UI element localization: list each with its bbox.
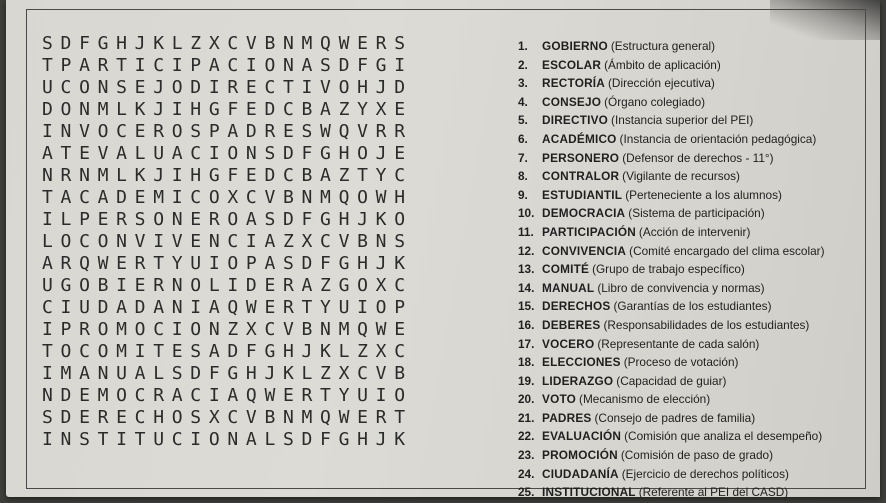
clue-item xyxy=(518,111,878,130)
clue-description: (Comisión que analiza el desempeño) xyxy=(624,429,823,444)
clue-word: PARTICIPACIÓN xyxy=(542,224,636,239)
clue-description: (Perteneciente a los alumnos) xyxy=(625,187,782,202)
clue-word: INSTITUCIONAL xyxy=(542,485,636,500)
grid-row: IMANUALSDFGHJKLZXCVB xyxy=(42,363,413,384)
clue-number: 9. xyxy=(518,187,528,202)
clue-item xyxy=(518,390,878,409)
clue-item xyxy=(518,56,878,75)
clue-word: PROMOCIÓN xyxy=(542,448,618,463)
clue-item xyxy=(518,93,878,112)
clue-number: 20. xyxy=(518,392,535,407)
clue-description: (Referente al PEI del CASD) xyxy=(638,485,789,500)
clue-word: GOBIERNO xyxy=(542,39,608,53)
clue-description: (Comité encargado del clima escolar) xyxy=(629,243,825,258)
clue-item xyxy=(518,37,878,56)
clue-item xyxy=(518,446,878,465)
clue-item xyxy=(518,335,878,354)
clue-description: (Dirección ejecutiva) xyxy=(608,76,715,91)
clue-word: DEMOCRACIA xyxy=(542,206,626,221)
clue-number: 8. xyxy=(518,169,528,184)
grid-row: NRNMLKJIHGFEDCBAZTYC xyxy=(42,165,413,186)
clue-item xyxy=(518,465,878,484)
clue-word: PADRES xyxy=(542,410,592,425)
clue-word: CONSEJO xyxy=(542,94,602,109)
clue-description: (Ejercicio de derechos políticos) xyxy=(621,466,789,481)
clue-number: 6. xyxy=(518,131,528,146)
clue-word: DIRECTIVO xyxy=(542,113,609,128)
clue-description: (Sistema de participación) xyxy=(628,206,765,221)
clue-description: (Vigilante de recursos) xyxy=(622,169,740,184)
clue-word: CIUDADANÍA xyxy=(542,466,619,481)
clue-item xyxy=(518,297,878,316)
clue-number: 17. xyxy=(518,336,535,351)
clue-item xyxy=(518,353,878,372)
clue-number: 19. xyxy=(518,373,535,388)
clue-number: 13. xyxy=(518,262,535,277)
clue-word: PERSONERO xyxy=(542,150,620,165)
clue-number: 11. xyxy=(518,224,534,239)
clue-word: ESTUDIANTIL xyxy=(542,187,623,202)
worksheet-page xyxy=(6,0,880,500)
clue-number: 16. xyxy=(518,317,535,332)
clue-description: (Comisión de paso de grado) xyxy=(620,448,773,463)
clue-word: VOTO xyxy=(542,392,577,407)
grid-row: TACADEMICOXCVBNMQOWH xyxy=(42,187,413,208)
clue-number: 22. xyxy=(518,429,535,444)
grid-row: SDFGHJKLZXCVBNMQWERS xyxy=(42,33,413,54)
clue-description: (Garantías de los estudiantes) xyxy=(613,299,772,314)
clue-word: CONTRALOR xyxy=(542,169,620,184)
clue-number: 12. xyxy=(518,243,535,258)
clue-description: (Instancia de orientación pedagógica) xyxy=(619,131,817,146)
clue-number: 7. xyxy=(518,150,528,165)
clue-item xyxy=(518,74,878,93)
clue-item xyxy=(518,167,878,186)
grid-row: INVOCEROSPADRESWQVRR xyxy=(42,121,413,142)
clue-word: EVALUACIÓN xyxy=(542,429,622,444)
clue-item xyxy=(518,260,878,279)
clue-item xyxy=(518,372,878,391)
clue-item xyxy=(518,483,878,502)
grid-row: CIUDADANIAQWERTYUIOP xyxy=(42,297,413,318)
clue-description: (Proceso de votación) xyxy=(623,355,739,370)
clue-item xyxy=(518,149,878,168)
clue-item xyxy=(518,186,878,205)
clue-list xyxy=(518,37,878,502)
clue-word: ELECCIONES xyxy=(542,355,621,370)
grid-row: LOCONVIVENCIAZXCVBNS xyxy=(42,231,413,252)
grid-row: SDERECHOSXCVBNMQWERT xyxy=(42,407,413,428)
clue-item xyxy=(518,204,878,223)
grid-row: IPROMOCIONZXCVBNMQWE xyxy=(42,319,413,340)
grid-row: DONMLKJIHGFEDCBAZYXE xyxy=(42,99,413,120)
clue-number: 23. xyxy=(518,448,535,463)
grid-row: INSTITUCIONALSDFGHJK xyxy=(42,429,413,450)
clue-description: (Órgano colegiado) xyxy=(604,94,706,109)
grid-row: ARQWERTYUIOPASDFGHJK xyxy=(42,253,413,274)
clue-description: (Acción de intervenir) xyxy=(638,224,751,239)
clue-description: (Mecanismo de elección) xyxy=(579,392,711,407)
clue-description: (Instancia superior del PEI) xyxy=(611,113,754,128)
clue-word: RECTORÍA xyxy=(542,76,605,91)
clue-number: 14. xyxy=(518,280,535,295)
grid-row: UGOBIERNOLIDERAZGOXC xyxy=(42,275,413,296)
clue-description: (Defensor de derechos - 11°) xyxy=(622,150,774,165)
grid-row: UCONSEJODIRECTIVOHJD xyxy=(42,77,413,98)
clue-word: DEBERES xyxy=(542,317,601,332)
clue-item xyxy=(518,427,878,446)
clue-word: COMITÉ xyxy=(542,262,590,277)
clue-number: 21. xyxy=(518,410,535,425)
word-search-grid xyxy=(42,33,514,451)
grid-row: TOCOMITESADFGHJKLZXC xyxy=(42,341,413,362)
clue-word: DERECHOS xyxy=(542,299,611,314)
clue-number: 1. xyxy=(518,39,528,53)
clue-number: 2. xyxy=(518,57,528,72)
clue-item xyxy=(518,316,878,335)
clue-item xyxy=(518,409,878,428)
clue-description: (Capacidad de guiar) xyxy=(616,373,727,388)
clue-number: 10. xyxy=(518,206,535,221)
clue-number: 5. xyxy=(518,113,528,128)
clue-item xyxy=(518,279,878,298)
grid-row: TPARTICIPACIONASDFGI xyxy=(42,55,413,76)
clue-number: 24. xyxy=(518,466,535,481)
clue-item xyxy=(518,130,878,149)
clue-word: LIDERAZGO xyxy=(542,373,614,388)
clue-description: (Representante de cada salón) xyxy=(597,336,760,351)
clue-description: (Responsabilidades de los estudiantes) xyxy=(603,317,810,332)
clue-word: ACADÉMICO xyxy=(542,131,617,146)
grid-row: ILPERSONEROASDFGHJKO xyxy=(42,209,413,230)
clue-word: MANUAL xyxy=(542,280,595,295)
clue-description: (Consejo de padres de familia) xyxy=(594,410,756,425)
clue-number: 4. xyxy=(518,94,528,109)
clue-number: 3. xyxy=(518,76,528,91)
clue-word: CONVIVENCIA xyxy=(542,243,627,258)
clue-description: (Ámbito de aplicación) xyxy=(604,57,721,72)
clue-description: (Libro de convivencia y normas) xyxy=(597,280,765,295)
clue-word: VOCERO xyxy=(542,336,595,351)
clue-number: 15. xyxy=(518,299,535,314)
grid-row: ATEVALUACIONSDFGHOJE xyxy=(42,143,413,164)
clue-description: (Grupo de trabajo específico) xyxy=(592,262,745,277)
clue-item xyxy=(518,242,878,261)
clue-number: 18. xyxy=(518,355,535,370)
clue-description: (Estructura general) xyxy=(610,39,716,53)
clue-item xyxy=(518,223,878,242)
clue-word: ESCOLAR xyxy=(542,57,602,72)
grid-row: NDEMOCRACIAQWERTYUIO xyxy=(42,385,413,406)
clue-number: 25. xyxy=(518,485,535,500)
